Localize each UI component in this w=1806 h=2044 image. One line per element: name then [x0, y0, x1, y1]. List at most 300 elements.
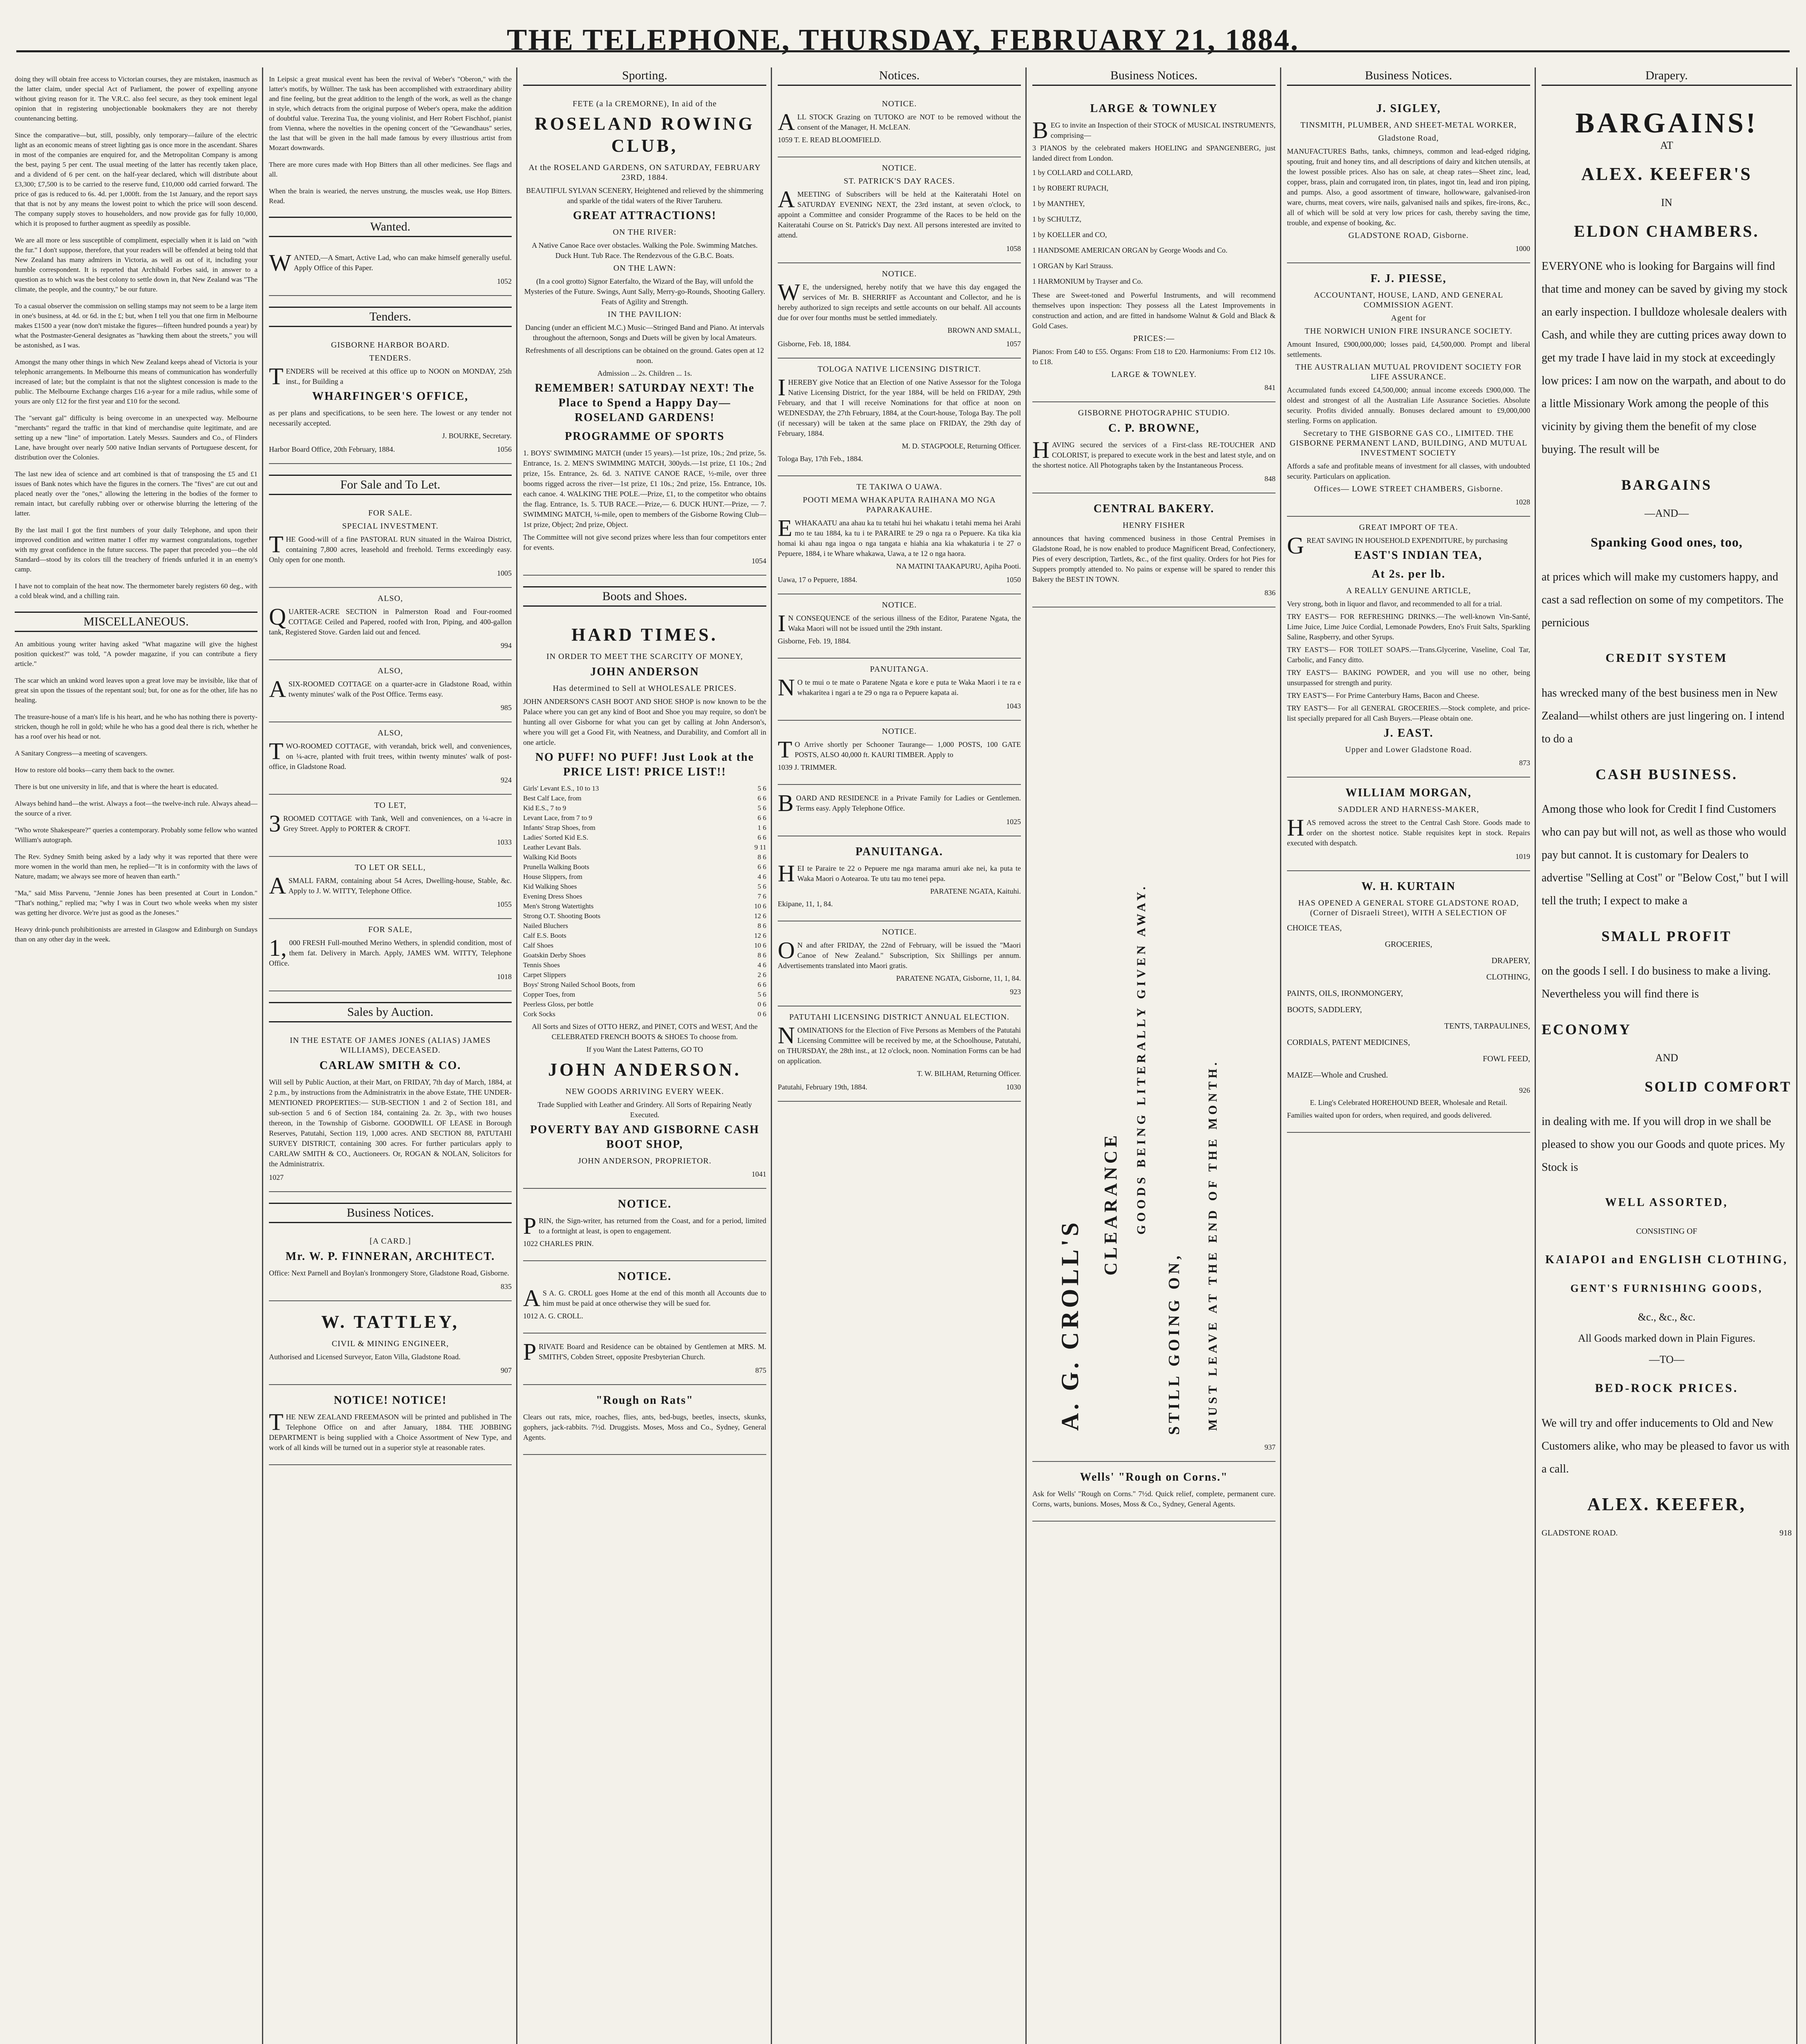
ad-title: BARGAINS!: [1575, 108, 1758, 139]
store-item: BOOTS, SADDLERY,: [1287, 1005, 1362, 1014]
ad-number: 907: [501, 1366, 512, 1374]
price-row: Carpet Slippers 2 6: [523, 971, 766, 979]
article-correspondence: [15, 74, 257, 601]
ad-text: HEI te Paraire te 22 o Pepuere me nga marama amuri ake nei, ka puta te Waka Maori o Aotearoa. Te utu tau mo tenei pepa.: [778, 860, 1021, 887]
ad-date: Tologa Bay, 17th Feb., 1884.: [778, 455, 863, 463]
store-item: PAINTS, OILS, IRONMONGERY,: [1287, 989, 1403, 998]
paragraph: Always behind hand—the wrist. Always a foot—the twelve-inch rule. Always ahead—the source of a river.: [15, 800, 257, 817]
ad-text: HAVING secured the services of a First-class RE-TOUCHER AND COLORIST, is prepared to execute work in the best and latest style, and on the shortest notice. All Photographs taken by the Instantaneous Process.: [1032, 437, 1276, 469]
croll-notice: [523, 1261, 766, 1334]
ad-text: GREAT SAVING IN HOUSEHOLD EXPENDITURE, by purchasing: [1287, 532, 1508, 559]
keefer-ad: [1542, 108, 1792, 1538]
paragraph: Since the comparative—but, still, possibly, only temporary—failure of the electric light as an economic means of street lighting gas is once more in the ascendant. Shares in most of the companies are enquired for, and the Metropolitan Company is among the best, paying 5 per cent. The usual meeting of the latter has recently taken place, and a dividend of 6 per cent. on the half-year declared, which will distribute about £3,300; £7,500 is to be carried to the reserve fund, £10,000 odd carried forward. The price of gas is reduced to 6s. 4d. per 1,000ft. from the 1st January, and the report says that that is not by any means the lowest point to which the price will soon descend. The company supply stoves to householders, and now provide gas for fully 10,000, which it is proposed to further augment as speedily as possible.: [15, 131, 257, 227]
ad-subtitle: TENDERS.: [369, 354, 412, 363]
panuitanga-notice-2: [778, 836, 1021, 921]
ad-subtitle: ST. PATRICK'S DAY RACES.: [844, 177, 955, 186]
paragraph: The Rev. Sydney Smith being asked by a lady why it was reported that there were more women in the world than men, he replied—"It is in conformity with the laws of Nature, madam; we always see more of heaven than earth.": [15, 853, 257, 880]
price-row: Ladies' Sorted Kid E.S. 6 6: [523, 834, 766, 841]
column-3: [517, 67, 772, 2044]
vertical-text: A. G. CROLL'S: [1056, 1219, 1083, 1431]
ad-title: ALEX. KEEFER,: [1587, 1494, 1746, 1514]
ad-subtitle: ON THE RIVER:: [613, 228, 677, 237]
instrument-item: 1 by ROBERT RUPACH,: [1032, 184, 1108, 192]
ad-title: Mr. W. P. FINNERAN, ARCHITECT.: [285, 1250, 495, 1263]
ad-subtitle: HAS OPENED A GENERAL STORE GLADSTONE ROAD, (Corner of Disraeli Street), WITH A SELECTION OF: [1298, 899, 1519, 917]
ad-number: 873: [1519, 759, 1530, 767]
price-row: Infants' Strap Shoes, from 1 6: [523, 824, 766, 831]
ad-text: THE Good-will of a fine PASTORAL RUN situated in the Wairoa District, containing 7,800 acres, leasehold and freehold. Terms exceedingly easy. Only open for one month.: [269, 531, 512, 564]
ad-title: JOHN ANDERSON: [590, 666, 699, 678]
ad-subtitle: Gladstone Road,: [1378, 134, 1439, 143]
business-notices-heading: Business Notices.: [269, 1203, 512, 1223]
ad-number: 1025: [1006, 818, 1021, 826]
price-row: Strong O.T. Shooting Boots 12 6: [523, 912, 766, 920]
price-list: [523, 784, 766, 1019]
sale-ad: [269, 502, 512, 588]
ad-title: ROSELAND ROWING CLUB,: [535, 114, 755, 156]
takiwa-notice: [778, 476, 1021, 594]
ad-subtitle: SADDLER AND HARNESS-MAKER,: [1338, 805, 1479, 814]
waka-maori-notice: [778, 594, 1021, 659]
ad-title: CENTRAL BAKERY.: [1093, 502, 1215, 515]
paragraph: doing they will obtain free access to Victorian courses, they are mistaken, inasmuch as the latter claim, under special Act of Parliament, the power of expelling anyone without giving reason for it. The V.R.C. also feel secure, as they took eminent legal opinion that in registering unobjectionable bookmakers they are not thereby countenancing betting.: [15, 75, 257, 122]
instrument-item: 1 ORGAN by Karl Strauss.: [1032, 262, 1113, 270]
ad-subtitle: Upper and Lower Gladstone Road.: [1345, 745, 1472, 754]
ad-text: 3ROOMED COTTAGE with Tank, Well and conveniences, on a ¼-acre in Grey Street. Apply to PORTER & CROFT.: [269, 810, 512, 837]
instrument-item: 1 HARMONIUM by Trayser and Co.: [1032, 277, 1143, 285]
ad-text: Affords a safe and profitable means of investment for all classes, with undoubted security. Particulars on application.: [1287, 462, 1530, 480]
ad-subtitle: CIVIL & MINING ENGINEER,: [331, 1339, 449, 1348]
ad-text: Will sell by Public Auction, at their Mart, on FRIDAY, 7th day of March, 1884, at 2 p.m., by instructions from the Administratrix in the above Estate, THE UNDER-MENTIONED PROPERTIES:— SUB-SECTION 1 and 2 of Section 181, and sub-section 5 and 6 of Section 184, containing 2a. 2r. 3p., with two houses thereon, in the Township of Gisborne. GOODWILL OF LEASE in Borough Reserves, Patutahi, Section 119, 1,000 acres. AND SECTION 88, PATUTAHI SURVEY DISTRICT, containing 300 acres. For further particulars apply to CARLAW SMITH & CO., Auctioneers. Or, ROGAN & NOLAN, Solicitors for the Administratrix.: [269, 1078, 512, 1168]
ad-subtitle: GREAT IMPORT OF TEA.: [1359, 523, 1458, 532]
miscellaneous-section: [15, 639, 257, 944]
ad-title: Spanking Good ones, too,: [1591, 535, 1743, 549]
instrument-item: 1 by SCHULTZ,: [1032, 215, 1081, 223]
paragraph: An ambitious young writer having asked "What magazine will give the highest position quickest?" was told, "A powder magazine, if you can contribute a fiery article.": [15, 640, 257, 668]
ad-text: —TO—: [1649, 1354, 1685, 1365]
ad-text: These are Sweet-toned and Powerful Instruments, and will recommend themselves upon inspection: They possess all the Latest Improvements in construction and action, and are fitted in handsome Walnut & Gold and Black & Gold Cases.: [1032, 291, 1276, 330]
price-row: Girls' Levant E.S., 10 to 13 5 6: [523, 784, 766, 792]
ad-text: Admission ... 2s. Children ... 1s.: [597, 369, 692, 377]
vertical-ad: [1032, 621, 1276, 1439]
ad-signature: LARGE & TOWNLEY.: [1111, 370, 1197, 379]
sale-ad: [269, 857, 512, 919]
ad-title: GREAT ATTRACTIONS!: [573, 209, 717, 222]
ad-number: 848: [1264, 475, 1276, 483]
stock-notice: [778, 93, 1021, 157]
sale-ad: [269, 588, 512, 660]
price-row: Cork Socks 0 6: [523, 1010, 766, 1018]
ad-text: TRY EAST'S— For all GENERAL GROCERIES.—Stock complete, and price-list specially prepared for all Cash Buyers.—Please obtain one.: [1287, 704, 1530, 722]
ad-number: 994: [501, 641, 512, 650]
tenders-heading: Tenders.: [269, 307, 512, 327]
ad-number: 923: [1010, 988, 1021, 996]
roseland-fete-ad: [523, 93, 766, 576]
sale-ad: [269, 919, 512, 991]
ad-date: Uawa, 17 o Pepuere, 1884.: [778, 576, 857, 584]
paragraph: I have not to complain of the heat now. The thermometer barely registers 60 deg., with a cold bleak wind, and a chilling rain.: [15, 582, 257, 600]
ad-title: BED-ROCK PRICES.: [1595, 1381, 1739, 1395]
ad-title: TE TAKIWA O UAWA.: [856, 482, 942, 491]
ad-number: 835: [501, 1282, 512, 1291]
ad-number: 926: [1519, 1086, 1530, 1094]
newspaper-title: THE TELEPHONE, THURSDAY, FEBRUARY 21, 1884.: [506, 23, 1300, 57]
ad-signature: 1059 T. E. READ BLOOMFIELD.: [778, 136, 881, 144]
paragraph: To a casual observer the commission on selling stamps may not seem to be a large item in one's business, at 4d. or 6d. in the £; but, when I tell you that one firm in Melbourne makes £1500 a year (now don't mistake the figures—fifteen hundred pounds a year) by what the Postmaster-General designates as "hawking them about the streets," you will be astonished, as I was.: [15, 302, 257, 349]
ad-title: KAIAPOI and ENGLISH CLOTHING,: [1545, 1253, 1788, 1266]
ad-signature: M. D. STAGPOOLE, Returning Officer.: [902, 442, 1021, 450]
ad-date: Patutahi, February 19th, 1884.: [778, 1083, 867, 1091]
ad-title: WELL ASSORTED,: [1605, 1196, 1728, 1209]
ad-text: IHEREBY give Notice that an Election of one Native Assessor for the Tologa Native Licensing District, for the year 1884, will be held on FRIDAY, 29th February, and that I will receive Nominations for that office at noon on WEDNESDAY, the 27th February, 1884, at the Court-house, Tologa Bay. The poll (if necessary) will be taken at the same place on FRIDAY, the 29th day of February, 1884.: [778, 374, 1021, 437]
masthead: [0, 0, 1806, 61]
sporting-heading: Sporting.: [523, 67, 766, 86]
brown-small-notice: [778, 263, 1021, 359]
drapery-heading: Drapery.: [1542, 67, 1792, 86]
auction-ad: [269, 1030, 512, 1192]
ad-date: Gisborne, Feb. 18, 1884.: [778, 340, 851, 348]
ad-title: ELDON CHAMBERS.: [1574, 222, 1759, 240]
ad-subtitle: IN THE PAVILION:: [607, 310, 682, 319]
price-row: Levant Lace, from 7 to 9 6 6: [523, 814, 766, 822]
store-item: CLOTHING,: [1486, 973, 1530, 982]
ad-text: AMEETING of Subscribers will be held at the Kaiteratahi Hotel on SATURDAY EVENING NEXT, the 23rd instant, at seven o'clock, to appoint a Committee and consider Programme of the Races to be held on the Kaiteratahi Course on St. Patrick's Day next. All persons interested are invited to attend.: [778, 186, 1021, 239]
ad-number: 1005: [497, 569, 512, 577]
ad-number: 1052: [497, 277, 512, 285]
ad-title: PATUTAHI LICENSING DISTRICT ANNUAL ELECTION.: [789, 1013, 1009, 1022]
ad-text: BEAUTIFUL SYLVAN SCENERY, Heightened and relieved by the shimmering and sparkle of the tidal waters of the River Taruheru.: [526, 186, 763, 205]
price-row: Kid E.S., 7 to 9 5 6: [523, 804, 766, 812]
ad-text: Amount Insured, £900,000,000; losses paid, £4,500,000. Prompt and liberal settlements.: [1287, 340, 1530, 359]
ad-signature: J. BOURKE, Secretary.: [442, 432, 512, 440]
ad-number: 924: [501, 776, 512, 784]
ad-title: Wells' "Rough on Corns.": [1080, 1471, 1228, 1484]
ad-number: 1054: [752, 557, 766, 565]
maori-canoe-notice: [778, 921, 1021, 1006]
notices-heading: Notices.: [778, 67, 1021, 86]
ad-text: Very strong, both in liquor and flavor, and recommended to all for a trial.: [1287, 600, 1502, 608]
ad-text: TRY EAST'S— BAKING POWDER, and you will use no other, being unsurpassed for strength and purity.: [1287, 668, 1530, 687]
ad-number: 1018: [497, 973, 512, 981]
ad-text: EVERYONE who is looking for Bargains will find that time and money can be saved by giving my stock an early inspection. I bulldoze wholesale dealers with Cash, and while they are cutting prices away down to get my trade I have laid in my stock at exceedingly low prices: I am now on the warpath, and about to do a little Missionary Work among the people of this vicinity by giving them the benefit of my close buying. The result will be: [1542, 260, 1788, 456]
ad-title: J. EAST.: [1383, 727, 1434, 740]
ad-text: If you Want the Latest Patterns, GO TO: [586, 1045, 703, 1053]
sale-ad: [269, 795, 512, 857]
ad-text: THE NEW ZEALAND FREEMASON will be printed and published in The Telephone Office on and after January, 1884. THE JOBBING DEPARTMENT is being supplied with a Choice Assortment of New Type, and work of all kinds will be turned out in a superior style at reasonable rates.: [269, 1409, 512, 1452]
ad-subtitle: GLADSTONE ROAD, Gisborne.: [1348, 231, 1469, 240]
ad-text: ON and after FRIDAY, the 22nd of February, will be issued the "Maori Canoe of New Zealand." Subscription, Six Shillings per annum. Advertisements translated into Maori gratis.: [778, 937, 1021, 970]
ad-date: Gisborne, Feb. 19, 1884.: [778, 637, 851, 645]
paragraph: In Leipsic a great musical event has been the revival of Weber's "Oberon," with the latter's motifs, by Wüllner. The task has been accomplished with extraordinary ability and fine feeling, but the great addition to the length of the work, as well as the change in style, which detracts from the original purpose of Weber's opera, make the addition of doubtful value. Terezina Tua, the young violinist, and Herr Robert Fischhof, pianist from Vienna, where the novelties in the opening concert of the "Gewandhaus" series, the last that will be given in the hall made famous by every illustrious artist from Mozart downwards.: [269, 75, 512, 152]
ad-text: TO Arrive shortly per Schooner Taurange— 1,000 POSTS, 100 GATE POSTS, ALSO 40,000 ft. KAURI TIMBER. Apply to: [778, 736, 1021, 763]
paragraph: There are more cures made with Hop Bitters than all other medicines. See flags and all.: [269, 161, 512, 178]
ad-text: Dancing (under an efficient M.C.) Music—Stringed Band and Piano. At intervals throughout the afternoon, Songs and Duets will be given by local Amateurs.: [525, 323, 765, 342]
auction-heading: Sales by Auction.: [269, 1002, 512, 1022]
ad-text: Authorised and Licensed Surveyor, Eaton Villa, Gladstone Road.: [269, 1353, 461, 1361]
ad-title: JOHN ANDERSON.: [548, 1060, 741, 1080]
ad-number: 1000: [1515, 244, 1530, 253]
sigley-ad: [1287, 93, 1530, 263]
instrument-item: 1 by MANTHEY,: [1032, 199, 1085, 208]
ad-subtitle: JOHN ANDERSON, PROPRIETOR.: [578, 1156, 712, 1165]
ad-text: HAS removed across the street to the Central Cash Store. Goods made to order on the shortest notice. Stable requisites kept in stock. Repairs executed with despatch.: [1287, 814, 1530, 847]
store-item: CORDIALS, PATENT MEDICINES,: [1287, 1038, 1410, 1047]
ad-text: ASIX-ROOMED COTTAGE on a quarter-acre in Gladstone Road, within twenty minutes' walk of the Post Office. Terms easy.: [269, 676, 512, 702]
ad-subtitle: FETE (a la CREMORNE), In aid of the: [573, 99, 717, 108]
ad-subtitle: GISBORNE HARBOR BOARD.: [331, 341, 450, 350]
boots-shoes-heading: Boots and Shoes.: [523, 586, 766, 607]
ad-title: NOTICE.: [882, 601, 917, 610]
ad-text: ASMALL FARM, containing about 54 Acres, Dwelling-house, Stable, &c. Apply to J. W. WITTY, Telephone Office.: [269, 872, 512, 899]
ad-title: ALSO,: [377, 728, 403, 737]
ad-number: 875: [755, 1366, 766, 1374]
central-bakery-ad: [1032, 493, 1276, 607]
masthead-rule: [16, 50, 1790, 52]
wanted-ad: [269, 244, 512, 296]
ad-label: [A CARD.]: [369, 1237, 411, 1246]
price-row: Nailed Bluchers 8 6: [523, 922, 766, 930]
ad-text: on the goods I sell. I do business to make a living. Nevertheless you will find there is: [1542, 965, 1771, 1000]
ad-title: BARGAINS: [1621, 477, 1712, 493]
ad-text: &c., &c., &c.: [1638, 1311, 1696, 1323]
ad-subtitle: SPECIAL INVESTMENT.: [342, 522, 439, 531]
paragraph: When the brain is wearied, the nerves unstrung, the muscles weak, use Hop Bitters. Read.: [269, 187, 512, 205]
ad-subtitle: ACCOUNTANT, HOUSE, LAND, AND GENERAL COMMISSION AGENT.: [1314, 291, 1504, 309]
ad-text: Pianos: From £40 to £55. Organs: From £18 to £20. Harmoniums: From £12 10s. to £18.: [1032, 347, 1276, 366]
kurtain-ad: [1287, 871, 1530, 1133]
ad-text: NOMINATIONS for the Election of Five Persons as Members of the Patutahi Licensing Committee will be received by me, at the Schoolhouse, Patutahi, on THURSDAY, the 28th inst., at 12 o'clock, noon. Nomination Forms can be had on application.: [778, 1022, 1021, 1065]
ad-title: FOR SALE,: [368, 925, 412, 934]
ad-title: FOR SALE.: [368, 509, 412, 518]
panuitanga-notice: [778, 659, 1021, 721]
ad-title: At 2s. per lb.: [1372, 568, 1446, 580]
ad-title: W. H. KURTAIN: [1361, 880, 1456, 893]
for-sale-heading: For Sale and To Let.: [269, 475, 512, 495]
ad-text: announces that having commenced business in those Central Premises in Gladstone Road, he is now enabled to produce Magnificent Bread, Confectionery, Pies of every description, Tartlets, &c., of the first quality. Orders for hot Pies for Suppers promptly attended to. No pains or expense will be spared to render this Bakery the BEST IN TOWN.: [1032, 534, 1276, 583]
ad-subtitle: NEW GOODS ARRIVING EVERY WEEK.: [565, 1087, 724, 1096]
store-item: MAIZE—Whole and Crushed.: [1287, 1071, 1388, 1080]
price-row: Kid Walking Shoes 5 6: [523, 883, 766, 890]
ad-text: 3 PIANOS by the celebrated makers HOELING and SPANGENBERG, just landed direct from London.: [1032, 144, 1276, 162]
paragraph: The "servant gal" difficulty is being overcome in an unexpected way. Melbourne "merchants" regard the traffic in that kind of merchandise quite legitimate, and are setting up a new "line" of importation. Lately Messrs. Saunders and Co., of Flinders Lane, have brought over nearly 500 native Indian servants of Portuguese descent, for distribution over the Colonies.: [15, 414, 257, 461]
ad-subtitle: THE NORWICH UNION FIRE INSURANCE SOCIETY.: [1305, 327, 1513, 336]
paragraph: A Sanitary Congress—a meeting of scavengers.: [15, 749, 148, 757]
ad-title: GENT'S FURNISHING GOODS,: [1570, 1282, 1763, 1294]
ad-signature: 1022 CHARLES PRIN.: [523, 1239, 594, 1248]
paragraph: The last new idea of science and art combined is that of transposing the £5 and £1 issues of Bank notes which have the figures in the corners. The "fives" are cut out and placed neatly over the "ones," allowing the lettering in the bodies of the former to remain intact, but carefully rubbing over or otherwise blurring the lettering of the latter.: [15, 470, 257, 517]
ad-number: 1050: [1006, 576, 1021, 584]
price-row: Men's Strong Watertights 10 6: [523, 902, 766, 910]
trimmer-notice: [778, 721, 1021, 785]
ad-text: as per plans and specifications, to be seen here. The lowest or any tender not necessarily accepted.: [269, 409, 512, 427]
ad-subtitle: IN THE ESTATE OF JAMES JONES (ALIAS) JAMES WILLIAMS), DECEASED.: [290, 1036, 491, 1055]
ad-number: 937: [1264, 1443, 1276, 1451]
store-item: DRAPERY,: [1491, 956, 1530, 965]
ad-date: Ekipane, 11, 1, 84.: [778, 900, 833, 908]
ad-title: HARD TIMES.: [571, 625, 718, 645]
sale-ad: [269, 722, 512, 795]
ad-number: 1056: [497, 445, 512, 453]
ad-text: All Goods marked down in Plain Figures.: [1578, 1332, 1756, 1344]
ad-text: Ask for Wells' "Rough on Corns." 7½d. Quick relief, complete, permanent cure. Corns, warts, bunions. Moses, Moss & Co., Sydney, General Agents.: [1032, 1490, 1276, 1508]
price-row: Calf E.S. Boots 12 6: [523, 932, 766, 939]
tenders-ad: [269, 334, 512, 464]
ad-number: 836: [1264, 589, 1276, 597]
ad-text: TWO-ROOMED COTTAGE, with verandah, brick well, and conveniences, on ¼-acre, planted with fruit trees, within twenty minutes' walk of post-office, in Gladstone Road.: [269, 738, 512, 771]
price-row: Boys' Strong Nailed School Boots, from 6 6: [523, 981, 766, 988]
piesse-ad: [1287, 263, 1530, 517]
column-7: [1536, 67, 1797, 2044]
instrument-item: 1 by KOELLER and CO,: [1032, 231, 1107, 239]
ad-title: WILLIAM MORGAN,: [1345, 787, 1472, 799]
ad-subtitle: At the ROSELAND GARDENS, ON SATURDAY, FEBRUARY 23RD, 1884.: [528, 163, 761, 182]
ad-signature: NA MATINI TAAKAPURU, Apiha Pooti.: [896, 562, 1021, 570]
paragraph: Heavy drink-punch prohibitionists are arrested in Glasgow and Edinburgh on Sundays than on any other day in the week.: [15, 926, 257, 943]
vertical-text: GOODS BEING LITERALLY GIVEN AWAY.: [1135, 883, 1148, 1235]
ad-subtitle: Agent for: [1391, 314, 1426, 323]
morgan-ad: [1287, 778, 1530, 871]
ad-text: AT: [1660, 139, 1673, 151]
ad-text: AND: [1655, 1052, 1678, 1064]
ad-number: 1027: [269, 1173, 284, 1181]
column-6: [1281, 67, 1536, 2044]
ad-text: has wrecked many of the best business men in New Zealand—whilst others are just lingering on. I intend to do a: [1542, 687, 1785, 745]
ad-signature: BROWN AND SMALL,: [947, 326, 1021, 334]
ad-subtitle: IN ORDER TO MEET THE SCARCITY OF MONEY,: [546, 652, 743, 661]
ad-number: 1041: [752, 1170, 766, 1178]
price-row: Calf Shoes 10 6: [523, 941, 766, 949]
price-row: Goatskin Derby Shoes 8 6: [523, 951, 766, 959]
ad-text: EWHAKAATU ana ahau ka tu tetahi hui hei whakatu i tetahi mema hei Arahi mo te tau 1884, ka tu i te PARAIRE te 29 o nga ra o Pepuere. Ka tika kia homai ki ahau nga ingoa o nga tangata e hiahia ana kia whakaturia i te 27 o Pepuere, 1884, i te Whare whakawa, Uawa, a te 12 o nga haora.: [778, 515, 1021, 558]
ad-number: 1033: [497, 838, 512, 846]
vertical-text: CLEARANCE: [1101, 1132, 1121, 1275]
ad-text: WE, the undersigned, hereby notify that we have this day engaged the services of Mr. B. SHERRIFF as Accountant and Collector, and he is hereby authorized to sign receipts and settle accounts on our behalf. All accounts due for over four months must be settled immediately.: [778, 279, 1021, 322]
ad-text: Accumulated funds exceed £4,500,000; annual income exceeds £900,000. The oldest and strongest of all the Australian Life Assurance Societies. Absolute security. Profits divided annually. Bonuses declared amount to £9,000,000 sterling. Forms on application.: [1287, 386, 1530, 425]
ad-title: ECONOMY: [1542, 1021, 1631, 1038]
price-row: Peerless Gloss, per bottle 0 6: [523, 1000, 766, 1008]
ad-number: 1055: [497, 900, 512, 908]
tattley-ad: [269, 1301, 512, 1385]
ad-text: 1. BOYS' SWIMMING MATCH (under 15 years).—1st prize, 10s.; 2nd prize, 5s. Entrance, 1s. 2. MEN'S SWIMMING MATCH, 300yds.—1st prize, £1 10s.; 2nd prize, 15s. Entrance, 2s. 6d. 3. NATIVE CANOE RACE, ½-mile, over three booms rigged across the river—1st prize, £1 10s.; 2nd prize, 15s. Entrance, 10s. each canoe. 4. WALKING THE POLE.—Prize, £1, to the competitor who obtains the flag. Entrance, 1s. 5. TUB RACE.—Prize,— 6. DUCK HUNT.—Prize, — 7. SWIMMING MATCH, ¼-mile, open to members of the Gisborne Rowing Club—1st prize, Object; 2nd prize, Object.: [523, 449, 766, 529]
ad-signature: PARATENE NGATA, Gisborne, 11, 1, 84.: [896, 974, 1021, 982]
ad-subtitle: HENRY FISHER: [1123, 521, 1185, 530]
miscellaneous-heading: MISCELLANEOUS.: [15, 612, 257, 632]
ad-text: All Sorts and Sizes of OTTO HERZ, and PINET, COTS and WEST, And the CELEBRATED FRENCH BOOTS & SHOES To choose from.: [532, 1022, 758, 1041]
ad-subtitle: ON THE LAWN:: [613, 264, 676, 273]
ad-text: E. Ling's Celebrated HOREHOUND BEER, Wholesale and Retail.: [1310, 1098, 1507, 1107]
family-board-ad: [778, 785, 1021, 836]
ad-subtitle: Offices— LOWE STREET CHAMBERS, Gisborne.: [1314, 484, 1503, 493]
paragraph: By the last mail I got the first numbers of your daily Telephone, and upon their improved condition and written matter I offer my warmest congratulations, together with my great confidence in the future success. The paper that preceded you—the old Standard—stood by its colors till the treachery of friends unfurled it in an enemy's camp.: [15, 526, 257, 573]
ad-text: PRIVATE Board and Residence can be obtained by Gentlemen at MRS. M. SMITH'S, Cobden Street, opposite Presbyterian Church.: [523, 1338, 766, 1365]
ad-title: NO PUFF! NO PUFF! Just Look at the PRICE LIST! PRICE LIST!!: [535, 751, 754, 778]
ad-number: 918: [1779, 1529, 1792, 1537]
ad-number: 841: [1264, 383, 1276, 392]
croll-clearance-ad: [1032, 607, 1276, 1462]
price-row: Evening Dress Shoes 7 6: [523, 892, 766, 900]
ad-subtitle: GISBORNE PHOTOGRAPHIC STUDIO.: [1078, 408, 1230, 417]
store-item: FOWL FEED,: [1483, 1054, 1530, 1063]
ad-number: 1019: [1515, 852, 1530, 861]
price-row: Tennis Shoes 4 6: [523, 961, 766, 969]
ad-subtitle: TINSMITH, PLUMBER, AND SHEET-METAL WORKER,: [1300, 121, 1517, 130]
paragraph: The scar which an unkind word leaves upon a great love may be invisible, like that of great sin upon the tissues of the repentant soul; but, for one as for the other, life has no healing.: [15, 677, 257, 704]
ad-subtitle: THE AUSTRALIAN MUTUAL PROVIDENT SOCIETY FOR LIFE ASSURANCE.: [1295, 363, 1522, 381]
paragraph: We are all more or less susceptible of compliment, especially when it is laid on "with the fur." I don't suppose, therefore, that your readers will be offended at being told that New Zealand has many admirers in Victoria, as well as out of it, including your humble correspondent. It is reported that Archibald Forbes said, in answer to a question as to which was the best colony to settle down in, that New Zealand was "The climate, the people, and the country," be our future.: [15, 236, 257, 293]
ad-title: NOTICE.: [618, 1270, 672, 1283]
ad-subtitle: Has determined to Sell at WHOLESALE PRICES.: [553, 684, 737, 693]
ad-text: AS A. G. CROLL goes Home at the end of this month all Accounts due to him must be paid at once otherwise they will be sued for.: [523, 1285, 766, 1311]
paragraph: There is but one university in life, and that is where the heart is educated.: [15, 783, 219, 791]
ad-title: PANUITANGA.: [855, 845, 943, 858]
ad-text: (In a cool grotto) Signor Eaterfalto, the Wizard of the Bay, will unfold the Mysteries of the Future. Swings, Aunt Sally, Merry-go-Rounds, Shooting Gallery. Feats of Agility and Strength.: [524, 277, 765, 306]
ad-date: Harbor Board Office, 20th February, 1884.: [269, 445, 395, 453]
east-tea-ad: [1287, 517, 1530, 778]
ad-title: NOTICE.: [882, 727, 917, 736]
paragraph: The treasure-house of a man's life is his heart, and he who has nothing there is poverty-stricken, though he roll in gold; while he who has a good deal there is rich, whether he has a roof over his head or not.: [15, 713, 257, 740]
ad-title: "Rough on Rats": [596, 1394, 694, 1407]
ad-text: QUARTER-ACRE SECTION in Palmerston Road and Four-roomed COTTAGE Ceiled and Papered, roofed with Iron, Piping, and 400-gallon tank, Registered Stove. Garden laid out and fenced.: [269, 603, 512, 636]
ad-title: TO LET,: [374, 801, 407, 810]
ad-title: WHARFINGER'S OFFICE,: [312, 390, 469, 403]
price-row: Best Calf Lace, from 6 6: [523, 794, 766, 802]
ad-title: NOTICE.: [882, 269, 917, 278]
ad-text: MANUFACTURES Baths, tanks, chimneys, common and lead-edged ridging, spouting, fruit and honey tins, and all descriptions of dairy and kitchen utensils, at the lowest possible prices. Also has on sale, at cheap rates—Sheet zinc, lead, copper, brass, plain and corrugated iron, tin plates, ingot tin, lead and iron piping, and pumps. Also, a good assortment of tinware, hollowware, galvanised-iron ware, churns, meat covers, wire nails, galvanised nails and spikes, fire-irons, &c., all of which will be sold at very low prices for cash, thereby saving the time, trouble, and expense of booking, &c.: [1287, 147, 1530, 227]
ad-text: in dealing with me. If you will drop in we shall be pleased to show you our Goods and quote prices. My Stock is: [1542, 1115, 1785, 1174]
rough-on-corns-ad: [1032, 1462, 1276, 1522]
ad-text: at prices which will make my customers happy, and cast a sad reflection on some of my competitors. The pernicious: [1542, 571, 1784, 629]
ad-title: TO LET OR SELL,: [355, 863, 426, 872]
ad-number: 985: [501, 704, 512, 712]
ad-title: C. P. BROWNE,: [1108, 422, 1200, 435]
ad-text: TRY EAST'S— FOR REFRESHING DRINKS.—The well-known Vin-Santé, Lime Juice, Lime Juice Cordial, Lemonade Powders, Eno's Fruit Salts, Sparkling Saline, Raspberry, and other Syrups.: [1287, 612, 1530, 641]
ad-text: BEG to invite an Inspection of their STOCK of MUSICAL INSTRUMENTS, comprising—: [1032, 117, 1276, 143]
freemason-notice: [269, 1385, 512, 1465]
ad-text: A Native Canoe Race over obstacles. Walking the Pole. Swimming Matches. Duck Hunt. Tub Race. The Rendezvous of the G.B.C. Boats.: [532, 241, 758, 260]
ad-subtitle: POOTI MEMA WHAKAPUTA RAIHANA MO NGA PAPARAKAUHE.: [803, 495, 996, 514]
column-2: [263, 67, 517, 2044]
price-row: Prunella Walking Boots 6 6: [523, 863, 766, 871]
price-row: House Slippers, from 4 6: [523, 873, 766, 881]
store-item: CHOICE TEAS,: [1287, 923, 1342, 932]
ad-subtitle: PRICES:—: [1133, 334, 1175, 343]
ad-text: IN: [1661, 197, 1672, 208]
finneran-ad: [269, 1230, 512, 1301]
column-4: [772, 67, 1027, 2044]
sale-ad: [269, 660, 512, 722]
ad-title: NOTICE.: [618, 1198, 672, 1210]
ad-title: EAST'S INDIAN TEA,: [1354, 549, 1483, 562]
ad-title: ALSO,: [377, 594, 403, 603]
ad-title: F. J. PIESSE,: [1370, 272, 1447, 285]
large-townley-ad: [1032, 93, 1276, 402]
ad-title: SOLID COMFORT: [1645, 1078, 1792, 1095]
ad-text: We will try and offer inducements to Old and New Customers alike, who may be pleased to favor us with a call.: [1542, 1417, 1790, 1475]
ad-text: TENDERS will be received at this office up to NOON on MONDAY, 25th inst., for Building a: [269, 363, 512, 390]
wanted-heading: Wanted.: [269, 217, 512, 237]
ad-text: Office: Next Parnell and Boylan's Ironmongery Store, Gladstone Road, Gisborne.: [269, 1269, 509, 1277]
ad-signature: PARATENE NGATA, Kaituhi.: [930, 887, 1021, 895]
column-5: [1027, 67, 1281, 2044]
ad-address: GLADSTONE ROAD.: [1542, 1529, 1618, 1537]
ad-signature: T. W. BILHAM, Returning Officer.: [917, 1069, 1021, 1078]
ad-title: POVERTY BAY AND GISBORNE CASH BOOT SHOP,: [530, 1123, 760, 1151]
ad-text: JOHN ANDERSON'S CASH BOOT AND SHOE SHOP is now known to be the Palace where you can get any kind of Boot and Shoe you may require, so don't be hunting all over Gisborne for what you can get by calling at John Anderson's, where you will get a Good Fit, with Neatness, and Durability, and Comfort all in one article.: [523, 697, 766, 746]
ad-title: ALSO,: [377, 666, 403, 675]
price-row: Walking Kid Boots 8 6: [523, 853, 766, 861]
ad-subtitle: Secretary to THE GISBORNE GAS CO., LIMITED. THE GISBORNE PERMANENT LAND, BUILDING, AND MUTUAL INVESTMENT SOCIETY: [1289, 429, 1528, 457]
business-notices-heading: Business Notices.: [1287, 67, 1530, 86]
